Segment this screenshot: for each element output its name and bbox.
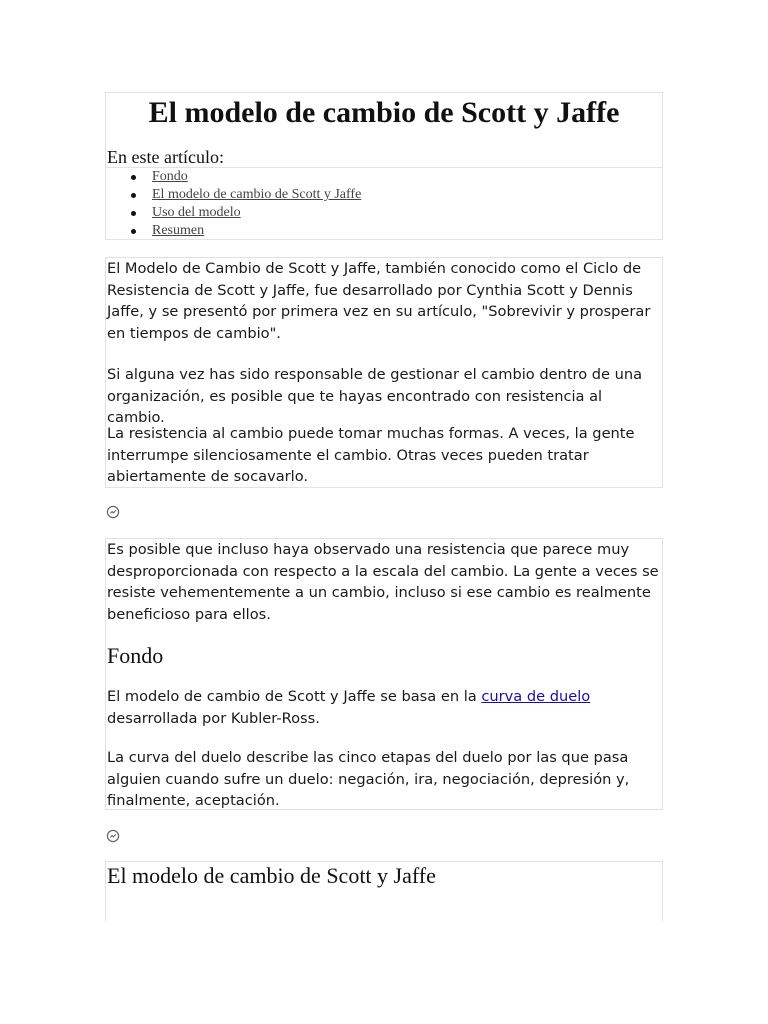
intro-paragraph: Si alguna vez has sido responsable de gestionar el cambio dentro de una organización, es posible que te hayas encontrado con resistencia al cambio.	[107, 366, 643, 426]
intro-paragraph: La resistencia al cambio puede tomar muchas formas. A veces, la gente interrumpe silenciosamente el cambio. Otras veces pueden tratar abiertamente de socavarlo.	[107, 425, 635, 485]
toc-item-summary	[106, 222, 361, 240]
intro-section	[105, 257, 663, 488]
fondo-text: El modelo de cambio de Scott y Jaffe se basa en la	[107, 688, 482, 705]
toc-link-usage[interactable]: Uso del modelo	[152, 205, 241, 220]
fondo-text: desarrollada por Kubler-Ross.	[107, 709, 320, 727]
model-section	[105, 861, 663, 921]
broken-image-icon	[106, 829, 120, 843]
table-of-contents	[105, 167, 663, 240]
toc-item-fondo	[106, 168, 361, 186]
body-paragraph: Es posible que incluso haya observado una resistencia que parece muy desproporcionada con respecto a la escala del cambio. La gente a veces se resiste vehementemente a un cambio, incluso si ese cambio es realmente beneficioso para ellos.	[107, 541, 659, 623]
intro-paragraph: El Modelo de Cambio de Scott y Jaffe, también conocido como el Ciclo de Resistencia de Scott y Jaffe, fue desarrollado por Cynthia Scott y Dennis Jaffe, y se presentó por primera vez en su artículo, "Sobrevivir y prosperar en tiempos de cambio".	[107, 260, 651, 342]
article-title: El modelo de cambio de Scott y Jaffe	[148, 96, 620, 129]
toc-list	[106, 168, 361, 240]
toc-link-model[interactable]: El modelo de cambio de Scott y Jaffe	[152, 187, 362, 202]
broken-image-icon	[106, 505, 120, 519]
heading-fondo: Fondo	[107, 643, 164, 668]
toc-item-usage	[106, 204, 361, 222]
fondo-paragraph: La curva del duelo describe las cinco etapas del duelo por las que pasa alguien cuando sufre un duelo: negación, ira, negociación, depresión y, finalmente, aceptación.	[107, 749, 630, 809]
fondo-paragraph	[107, 686, 660, 729]
grief-curve-link[interactable]: curva de duelo	[481, 688, 591, 705]
title-block	[105, 92, 663, 168]
toc-intro: En este artículo:	[107, 147, 224, 167]
toc-link-fondo[interactable]: Fondo	[152, 169, 188, 184]
toc-item-model	[106, 186, 361, 204]
toc-link-summary[interactable]: Resumen	[152, 223, 205, 238]
content-section	[105, 538, 663, 810]
heading-model: El modelo de cambio de Scott y Jaffe	[107, 863, 436, 888]
